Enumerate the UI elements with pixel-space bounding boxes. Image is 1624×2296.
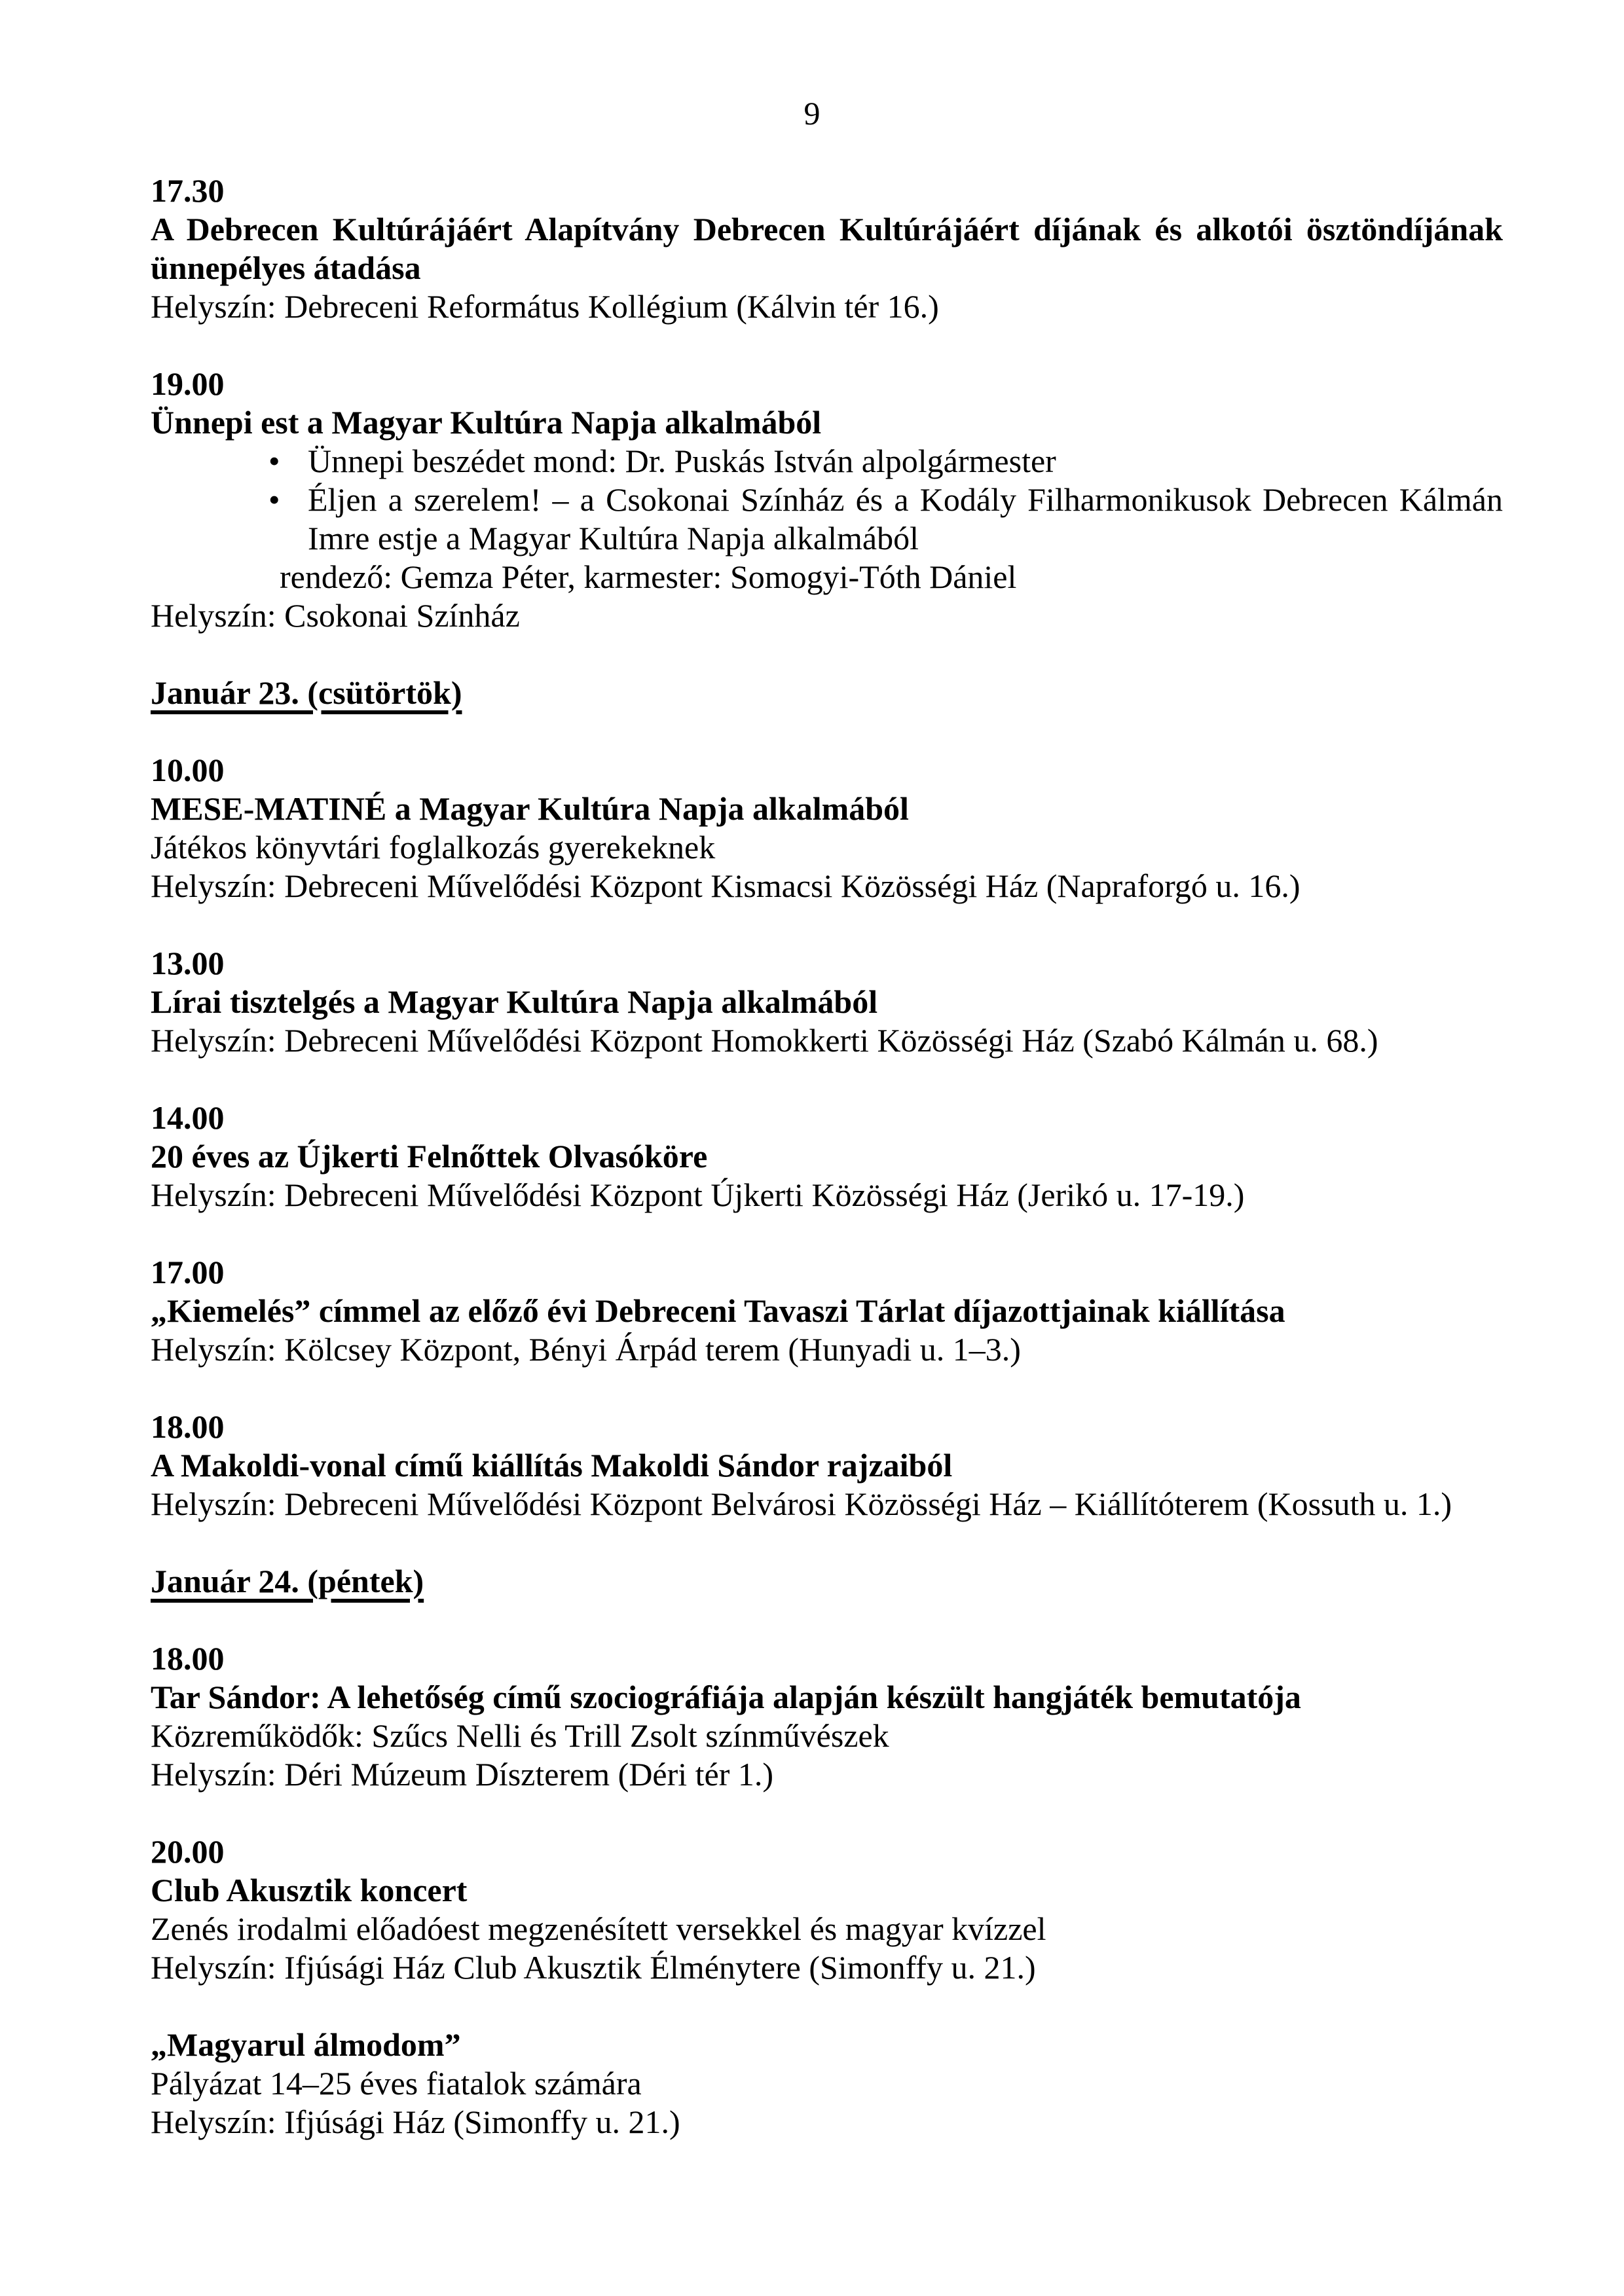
event-title: 20 éves az Újkerti Felnőttek Olvasóköre xyxy=(151,1138,708,1175)
event-location: Helyszín: Debreceni Művelődési Központ Újkerti Közösségi Ház (Jerikó u. 17-19.) xyxy=(151,1176,1245,1213)
event-time: 17.30 xyxy=(151,172,225,209)
event-description: Játékos könyvtári foglalkozás gyerekeknek xyxy=(151,829,716,866)
day-header: Január 24. (péntek) xyxy=(151,1563,424,1599)
bullet-text: Ünnepi beszédet mond: Dr. Puskás István alpolgármester xyxy=(308,443,1056,479)
day-header: Január 23. (csütörtök) xyxy=(151,674,462,711)
bullet-text-line: Imre estje a Magyar Kultúra Napja alkalmából xyxy=(308,520,919,556)
event-time: 10.00 xyxy=(151,752,225,788)
event-time: 19.00 xyxy=(151,365,225,402)
event-location: Helyszín: Debreceni Református Kollégium (Kálvin tér 16.) xyxy=(151,288,939,325)
bullet-list xyxy=(151,442,1503,558)
event-title: Tar Sándor: A lehetőség című szociográfiája alapján készült hangjáték bemutatója xyxy=(151,1679,1301,1715)
day-header-block xyxy=(151,1562,1503,1601)
event-time: 18.00 xyxy=(151,1408,225,1445)
event-location: Helyszín: Csokonai Színház xyxy=(151,597,520,634)
day-header-block xyxy=(151,674,1503,712)
bullet-icon: • xyxy=(268,443,280,479)
event-title-line: A Debrecen Kultúrájáért Alapítvány Debrecen Kultúrájáért díjának és alkotói ösztöndíjának xyxy=(151,211,1503,247)
event-block xyxy=(151,1408,1503,1523)
event-title: Lírai tisztelgés a Magyar Kultúra Napja alkalmából xyxy=(151,983,878,1020)
event-title: Club Akusztik koncert xyxy=(151,1872,468,1908)
page-number: 9 xyxy=(803,95,821,132)
event-location: Helyszín: Ifjúsági Ház Club Akusztik Élménytere (Simonffy u. 21.) xyxy=(151,1949,1036,1986)
event-description: Közreműködők: Szűcs Nelli és Trill Zsolt színművészek xyxy=(151,1717,889,1754)
bullet-item xyxy=(151,481,1503,558)
event-time: 18.00 xyxy=(151,1640,225,1677)
event-block xyxy=(151,2026,1503,2141)
event-location: Helyszín: Debreceni Művelődési Központ Homokkerti Közösségi Ház (Szabó Kálmán u. 68.) xyxy=(151,1022,1378,1059)
event-time: 17.00 xyxy=(151,1254,225,1290)
event-title: „Kiemelés” címmel az előző évi Debreceni Tavaszi Tárlat díjazottjainak kiállítása xyxy=(151,1292,1285,1329)
event-time: 13.00 xyxy=(151,945,225,981)
event-location: Helyszín: Debreceni Művelődési Központ Belvárosi Közösségi Ház – Kiállítóterem (Kossuth u. 1.) xyxy=(151,1485,1452,1522)
event-block xyxy=(151,1099,1503,1214)
event-block xyxy=(151,1639,1503,1794)
event-block xyxy=(151,1832,1503,1987)
event-location: Helyszín: Ifjúsági Ház (Simonffy u. 21.) xyxy=(151,2104,680,2140)
event-location: Helyszín: Déri Múzeum Díszterem (Déri tér 1.) xyxy=(151,1756,774,1793)
event-location: Helyszín: Kölcsey Központ, Bényi Árpád terem (Hunyadi u. 1–3.) xyxy=(151,1331,1021,1368)
page-content xyxy=(0,172,1624,2141)
event-description: Pályázat 14–25 éves fiatalok számára xyxy=(151,2065,642,2102)
bullet-text-line: Éljen a szerelem! – a Csokonai Színház és a Kodály Filharmonikusok Debrecen Kálmán xyxy=(308,481,1503,518)
event-block xyxy=(151,1253,1503,1369)
event-description: Zenés irodalmi előadóest megzenésített versekkel és magyar kvízzel xyxy=(151,1910,1046,1947)
bullet-item xyxy=(151,442,1503,481)
event-title: MESE-MATINÉ a Magyar Kultúra Napja alkalmából xyxy=(151,790,909,827)
event-title: A Makoldi-vonal című kiállítás Makoldi Sándor rajzaiból xyxy=(151,1447,953,1484)
event-title: Ünnepi est a Magyar Kultúra Napja alkalmából xyxy=(151,404,822,441)
event-block xyxy=(151,944,1503,1060)
event-credits: rendező: Gemza Péter, karmester: Somogyi-Tóth Dániel xyxy=(280,558,1017,595)
event-location: Helyszín: Debreceni Művelődési Központ Kismacsi Közösségi Ház (Napraforgó u. 16.) xyxy=(151,867,1301,904)
event-title: „Magyarul álmodom” xyxy=(151,2026,461,2063)
event-time: 20.00 xyxy=(151,1833,225,1870)
event-time: 14.00 xyxy=(151,1099,225,1136)
event-title-line: ünnepélyes átadása xyxy=(151,249,421,286)
bullet-icon: • xyxy=(268,481,280,518)
event-block xyxy=(151,172,1503,326)
event-block xyxy=(151,365,1503,635)
event-block xyxy=(151,751,1503,905)
